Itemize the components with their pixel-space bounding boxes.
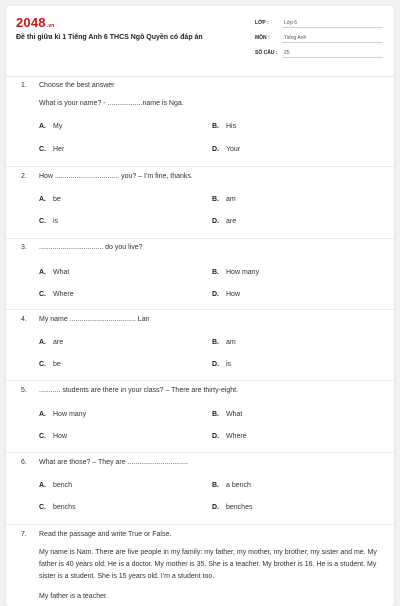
question-subtext: My father is a teacher. bbox=[39, 593, 108, 600]
meta-class-label: LỚP : bbox=[255, 20, 269, 26]
question-text: ........... students are there in your class? – There are thirty-eight. bbox=[39, 387, 239, 394]
header-divider bbox=[6, 76, 394, 77]
option-c[interactable]: C. be bbox=[39, 361, 61, 368]
option-d[interactable]: D. Your bbox=[212, 146, 241, 153]
option-d[interactable]: D. How bbox=[212, 291, 241, 298]
option-b[interactable]: B. His bbox=[212, 123, 237, 130]
question-number: 6. bbox=[21, 459, 27, 466]
option-a[interactable]: A. My bbox=[39, 123, 63, 130]
option-d[interactable]: D. Where bbox=[212, 433, 247, 440]
option-c[interactable]: C. benchs bbox=[39, 504, 76, 511]
option-c[interactable]: C. How bbox=[39, 433, 68, 440]
option-a[interactable]: A. are bbox=[39, 339, 64, 346]
question-text: My name .................................. Lan bbox=[39, 316, 150, 323]
question-divider bbox=[6, 524, 394, 525]
option-d[interactable]: D. are bbox=[212, 218, 237, 225]
option-d[interactable]: D. benches bbox=[212, 504, 253, 511]
option-a[interactable]: A. be bbox=[39, 196, 61, 203]
option-b[interactable]: B. am bbox=[212, 339, 236, 346]
question-number: 5. bbox=[21, 387, 27, 394]
option-a[interactable]: A. What bbox=[39, 269, 70, 276]
reading-passage: My name is Nam. There are five people in my family: my father, my mother, my brother, my sister and me. My father is 40 years old. He is a doctor. My mother is 35. She is a teacher. My brother is 16. He is a student. My sister is a student. She is 15 years old. I'm a student too. bbox=[39, 549, 377, 580]
meta-count-label: SỐ CÂU : bbox=[255, 50, 278, 56]
meta-class-value: Lớp 6 bbox=[284, 20, 298, 26]
question-text: What are those? – They are ............................... bbox=[39, 459, 188, 466]
option-b[interactable]: B. a bench bbox=[212, 482, 251, 489]
question-subtext: What is your name? - ..................name is Nga. bbox=[39, 100, 184, 107]
option-b[interactable]: B. What bbox=[212, 411, 243, 418]
meta-subject-label: MÔN : bbox=[255, 35, 270, 41]
question-divider bbox=[6, 452, 394, 453]
question-text: How ................................. you? – I'm fine, thanks. bbox=[39, 173, 193, 180]
option-c[interactable]: C. Where bbox=[39, 291, 74, 298]
question-number: 1. bbox=[21, 82, 27, 89]
site-logo[interactable]: 2048.vn bbox=[16, 15, 55, 30]
meta-subject-value: Tiếng Anh bbox=[284, 35, 307, 41]
question-text: Choose the best answer bbox=[39, 82, 115, 89]
meta-count-value: 25 bbox=[284, 50, 290, 56]
exam-page bbox=[6, 6, 394, 606]
question-text: Read the passage and write True or False. bbox=[39, 531, 172, 538]
question-divider bbox=[6, 309, 394, 310]
question-number: 7. bbox=[21, 531, 27, 538]
question-number: 4. bbox=[21, 316, 27, 323]
option-a[interactable]: A. bench bbox=[39, 482, 73, 489]
question-divider bbox=[6, 380, 394, 381]
question-number: 3. bbox=[21, 244, 27, 251]
question-text: ................................. do you live? bbox=[39, 244, 143, 251]
option-b[interactable]: B. am bbox=[212, 196, 236, 203]
option-b[interactable]: B. How many bbox=[212, 269, 260, 276]
question-divider bbox=[6, 166, 394, 167]
question-divider bbox=[6, 238, 394, 239]
exam-header bbox=[6, 6, 394, 68]
question-number: 2. bbox=[21, 173, 27, 180]
option-c[interactable]: C. Her bbox=[39, 146, 65, 153]
option-c[interactable]: C. is bbox=[39, 218, 59, 225]
option-d[interactable]: D. is bbox=[212, 361, 232, 368]
exam-title: Đề thi giữa kì 1 Tiếng Anh 6 THCS Ngô Quyền có đáp án bbox=[16, 34, 203, 41]
option-a[interactable]: A. How many bbox=[39, 411, 87, 418]
